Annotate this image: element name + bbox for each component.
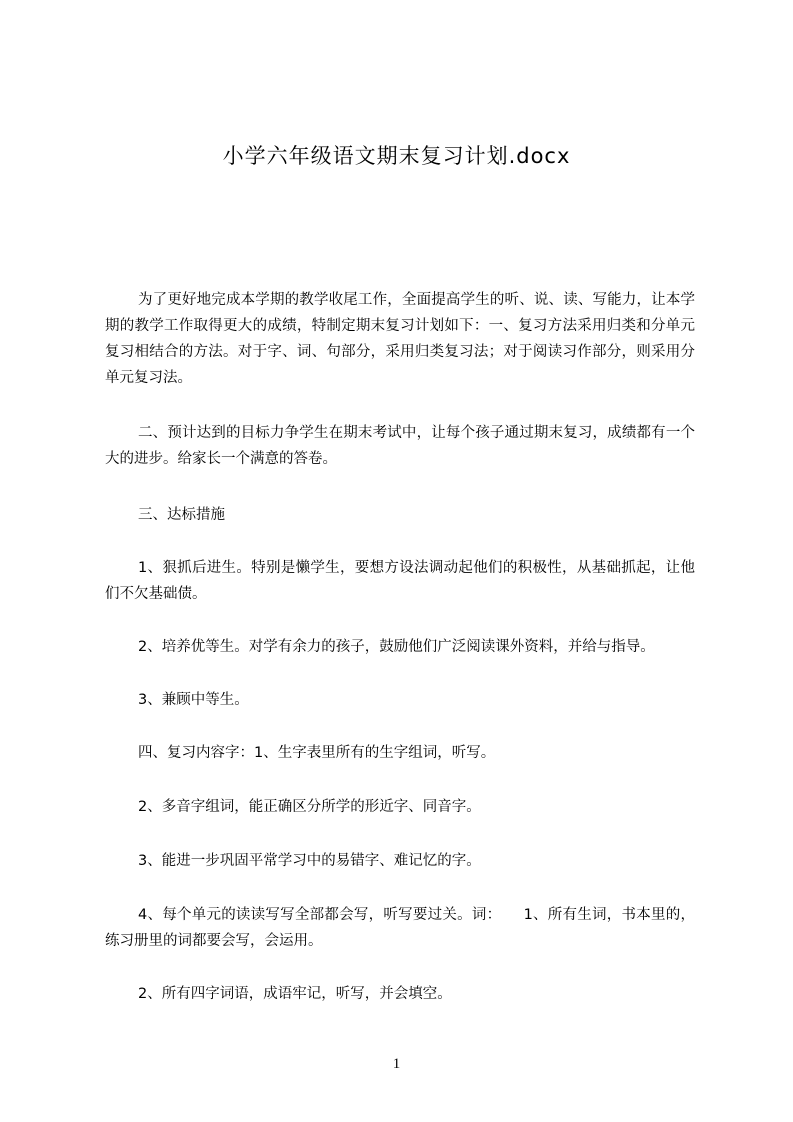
- paragraph-content-3: 3、能进一步巩固平常学习中的易错字、难记忆的字。: [138, 853, 481, 869]
- paragraph-measure-2: 2、培养优等生。对学有余力的孩子，鼓励他们广泛阅读课外资料，并给与指导。: [138, 639, 655, 655]
- paragraph-words-2: 2、所有四字词语，成语牢记，听写，并会填空。: [138, 986, 452, 1002]
- paragraph-measure-1: 1、狠抓后进生。特别是懒学生，要想方设法调动起他们的积极性，从基础抓起，让他们不欠基础债。: [105, 560, 695, 602]
- paragraph-intro: 为了更好地完成本学期的教学收尾工作，全面提高学生的听、说、读、写能力，让本学期的教学工作取得更大的成绩，特制定期末复习计划如下：一、复习方法采用归类和分单元复习相结合的方法。对于字、词、句部分，采用归类复习法；对于阅读习作部分，则采用分单元复习法。: [105, 292, 695, 386]
- paragraph-goal: 二、预计达到的目标力争学生在期末考试中，让每个孩子通过期末复习，成绩都有一个大的进步。给家长一个满意的答卷。: [105, 425, 695, 467]
- paragraph-content-4: 4、每个单元的读读写写全部都会写，听写要过关。词： 1、所有生词，书本里的，练习册里的词都要会写，会运用。: [105, 907, 695, 949]
- paragraph-content-heading: 四、复习内容字：1、生字表里所有的生字组词，听写。: [138, 745, 496, 761]
- document-title: 小学六年级语文期末复习计划.docx: [222, 144, 571, 168]
- page-number: 1: [392, 1056, 401, 1072]
- paragraph-measures-heading: 三、达标措施: [138, 507, 225, 523]
- paragraph-content-2: 2、多音字组词，能正确区分所学的形近字、同音字。: [138, 799, 481, 815]
- paragraph-measure-3: 3、兼顾中等生。: [138, 692, 249, 708]
